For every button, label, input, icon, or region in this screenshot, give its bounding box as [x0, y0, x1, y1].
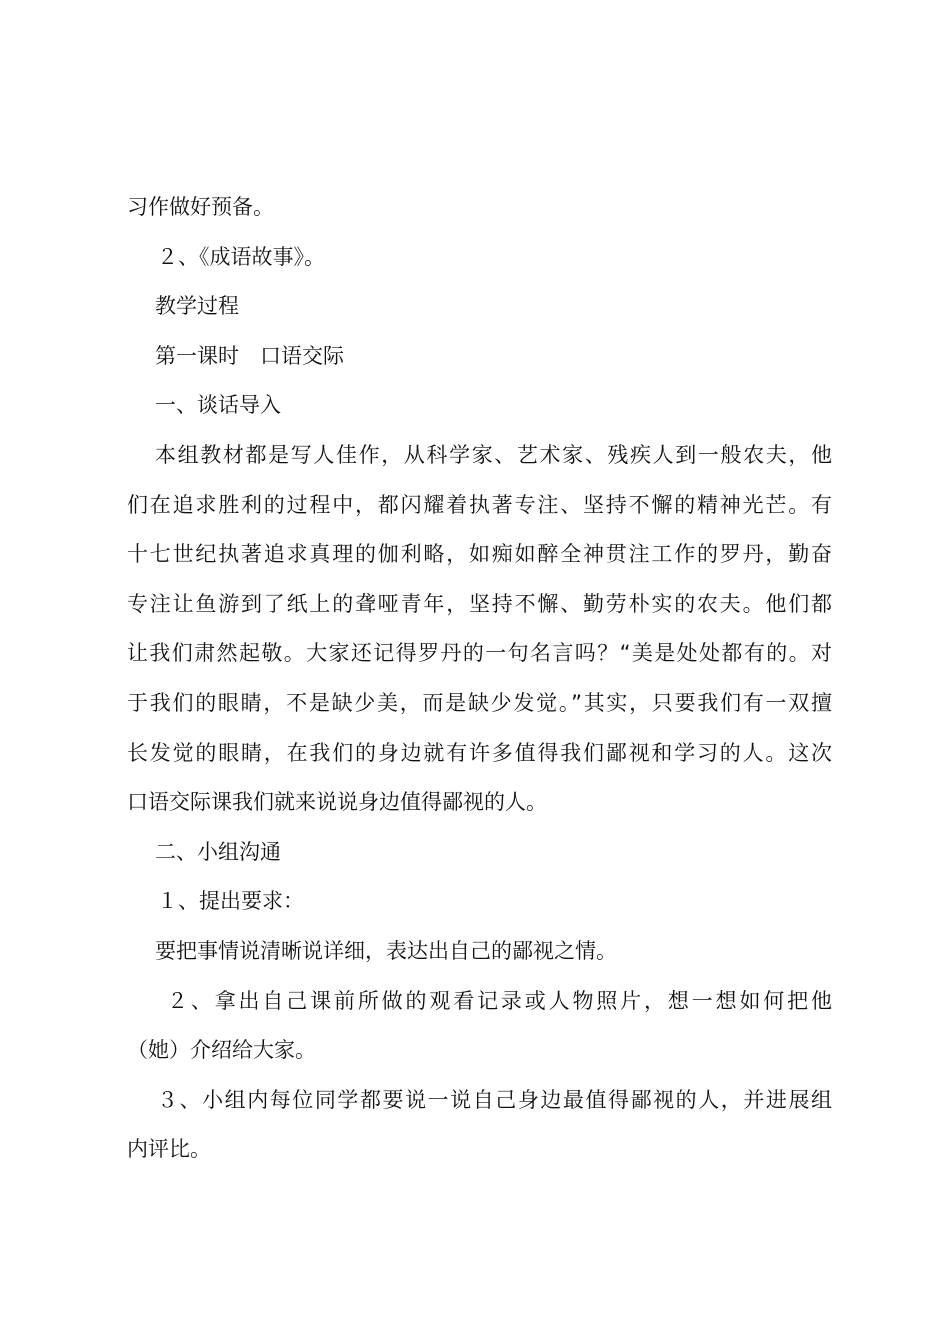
- paragraph-line: 内评比。: [127, 1137, 211, 1162]
- lesson-heading: 第一课时 口语交际: [155, 343, 344, 368]
- document-body: [127, 183, 832, 1175]
- section-heading: 二、小组沟通: [155, 839, 281, 864]
- list-item: １、提出要求：: [157, 889, 304, 914]
- paragraph-line: 口语交际课我们就来说说身边值得鄙视的人。: [127, 790, 547, 815]
- section-heading: 教学过程: [155, 294, 239, 319]
- paragraph-line: 十七世纪执著追求真理的伽利略，如痴如醉全神贯注工作的罗丹，勤奋: [127, 542, 832, 567]
- text-line: 习作做好预备。: [127, 195, 274, 219]
- paragraph-line: 于我们的眼睛，不是缺少美，而是缺少发觉。”其实，只要我们有一双擅: [127, 690, 832, 715]
- list-item: ２、拿出自己课前所做的观看记录或人物照片，想一想如何把他: [167, 988, 832, 1013]
- text-line: ２、《成语故事》。: [157, 244, 325, 269]
- paragraph-line: 本组教材都是写人佳作，从科学家、艺术家、残疾人到一般农夫，他: [155, 442, 832, 467]
- paragraph-line: （她）介绍给大家。: [127, 1038, 316, 1063]
- paragraph-line: 要把事情说清晰说详细，表达出自己的鄙视之情。: [155, 938, 617, 963]
- section-heading: 一、谈话导入: [155, 393, 281, 418]
- paragraph-line: 长发觉的眼睛，在我们的身边就有许多值得我们鄙视和学习的人。这次: [127, 740, 832, 765]
- paragraph-line: 让我们肃然起敬。大家还记得罗丹的一句名言吗？“美是处处都有的。对: [127, 641, 832, 666]
- list-item: ３、小组内每位同学都要说一说自己身边最值得鄙视的人，并进展组: [157, 1087, 832, 1112]
- paragraph-line: 专注让鱼游到了纸上的聋哑青年，坚持不懈、勤劳朴实的农夫。他们都: [127, 591, 832, 616]
- paragraph-line: 们在追求胜利的过程中，都闪耀着执著专注、坚持不懈的精神光芒。有: [127, 492, 832, 517]
